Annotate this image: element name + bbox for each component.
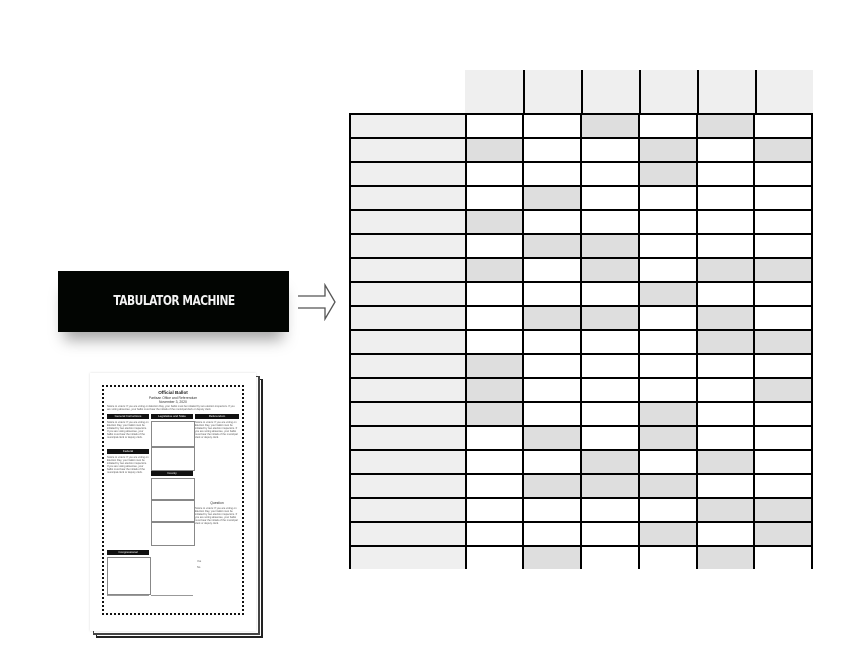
empty-cell (580, 379, 638, 401)
table-row (349, 281, 813, 305)
empty-cell (638, 307, 696, 329)
ballot-col1-header: General Instructions (107, 414, 149, 419)
table-row (349, 257, 813, 281)
empty-cell (696, 187, 754, 209)
table-row (349, 185, 813, 209)
empty-cell (465, 499, 523, 521)
marked-cell (696, 259, 754, 281)
table-row (349, 401, 813, 425)
marked-cell (753, 499, 811, 521)
marked-cell (465, 355, 523, 377)
marked-cell (465, 211, 523, 233)
marked-cell (638, 283, 696, 305)
marked-cell (638, 139, 696, 161)
empty-cell (465, 163, 523, 185)
row-label-cell (351, 523, 465, 545)
empty-cell (522, 163, 580, 185)
ballot-congressional-box (107, 557, 151, 595)
row-label-cell (351, 547, 465, 569)
empty-cell (522, 283, 580, 305)
marked-cell (522, 235, 580, 257)
ballot-federal-header: Federal (107, 449, 149, 454)
empty-cell (465, 331, 523, 353)
empty-cell (638, 547, 696, 569)
marked-cell (696, 499, 754, 521)
marked-cell (753, 379, 811, 401)
row-label-cell (351, 187, 465, 209)
ballot-sheet-front (90, 373, 256, 631)
ballot-instructions: Notice to voters: If you are voting on Election Day, your ballot must be initialed by two election inspectors. If you are voting absentee, your ballot must bear the initials of the municipal clerk or deputy clerk. (107, 405, 235, 411)
marked-cell (580, 307, 638, 329)
marked-cell (696, 115, 754, 137)
table-row (349, 497, 813, 521)
ballot-title: Official Ballot (158, 390, 188, 395)
empty-cell (522, 331, 580, 353)
row-label-cell (351, 211, 465, 233)
ballot-general-text: Notice to voters: If you are voting on Election Day, your ballot must be initialed by two election inspectors. If you are voting absentee, your ballot must bear the initials of the municipal clerk or deputy clerk. (107, 421, 149, 439)
tabulator-machine-box (58, 271, 289, 332)
empty-cell (465, 475, 523, 497)
marked-cell (465, 139, 523, 161)
ballot-contest-box (151, 447, 195, 471)
column-header-2 (523, 70, 581, 114)
empty-cell (753, 115, 811, 137)
ballot-question-header: Question (210, 501, 224, 505)
row-label-cell (351, 331, 465, 353)
column-header-1 (465, 70, 523, 114)
ballot-referendum-text: Notice to voters: If you are voting on Election Day, your ballot must be initialed by two election inspectors. If you are voting absentee, your ballot must bear the initials of the municipal clerk or deputy clerk. (195, 421, 238, 439)
ballot-date: November 3, 2020 (159, 400, 187, 404)
empty-cell (522, 139, 580, 161)
ballot-contest-box (151, 522, 195, 546)
marked-cell (522, 427, 580, 449)
empty-cell (696, 163, 754, 185)
table-row (349, 425, 813, 449)
empty-cell (753, 187, 811, 209)
empty-cell (638, 499, 696, 521)
marked-cell (465, 379, 523, 401)
empty-cell (753, 547, 811, 569)
tabulator-machine-label: TABULATOR MACHINE (112, 294, 235, 309)
marked-cell (696, 331, 754, 353)
marked-cell (522, 475, 580, 497)
empty-cell (696, 379, 754, 401)
empty-cell (580, 331, 638, 353)
row-label-cell (351, 451, 465, 473)
marked-cell (465, 403, 523, 425)
empty-cell (638, 115, 696, 137)
marked-cell (753, 523, 811, 545)
empty-cell (753, 235, 811, 257)
table-row (349, 545, 813, 569)
marked-cell (638, 163, 696, 185)
empty-cell (753, 211, 811, 233)
empty-cell (522, 211, 580, 233)
empty-cell (696, 427, 754, 449)
empty-cell (465, 427, 523, 449)
marked-cell (522, 307, 580, 329)
row-label-cell (351, 475, 465, 497)
empty-cell (580, 523, 638, 545)
empty-cell (753, 451, 811, 473)
empty-cell (753, 163, 811, 185)
empty-cell (580, 211, 638, 233)
empty-cell (638, 235, 696, 257)
row-label-cell (351, 163, 465, 185)
marked-cell (580, 115, 638, 137)
table-row (349, 209, 813, 233)
ballot-congressional-header: Congressional (107, 550, 149, 555)
ballot-federal-text: Notice to voters: If you are voting on Election Day, your ballot must be initialed by two election inspectors. If you are voting absentee, your ballot must bear the initials of the municipal clerk or deputy clerk. (107, 456, 149, 474)
empty-cell (580, 283, 638, 305)
empty-cell (638, 331, 696, 353)
empty-cell (638, 187, 696, 209)
table-row (349, 305, 813, 329)
marked-cell (753, 259, 811, 281)
ballot-no-option: No (197, 566, 201, 569)
empty-cell (522, 379, 580, 401)
empty-cell (580, 355, 638, 377)
marked-cell (696, 307, 754, 329)
ballot-contest-box (151, 421, 195, 447)
empty-cell (465, 523, 523, 545)
row-label-cell (351, 307, 465, 329)
empty-cell (696, 235, 754, 257)
empty-cell (638, 451, 696, 473)
empty-cell (696, 523, 754, 545)
column-header-6 (755, 70, 813, 114)
ballot-contest-box (151, 500, 195, 522)
column-header-3 (581, 70, 639, 114)
empty-cell (465, 235, 523, 257)
empty-cell (638, 211, 696, 233)
empty-cell (580, 499, 638, 521)
empty-cell (696, 283, 754, 305)
marked-cell (638, 427, 696, 449)
column-header-5 (697, 70, 755, 114)
table-row (349, 113, 813, 137)
empty-cell (522, 499, 580, 521)
empty-cell (753, 427, 811, 449)
empty-cell (465, 187, 523, 209)
empty-cell (638, 259, 696, 281)
empty-cell (522, 115, 580, 137)
column-header-4 (639, 70, 697, 114)
table-row (349, 473, 813, 497)
empty-cell (522, 403, 580, 425)
marked-cell (638, 523, 696, 545)
table-row (349, 233, 813, 257)
empty-cell (522, 523, 580, 545)
ballot-col3-header: Referendum (195, 414, 239, 419)
empty-cell (638, 379, 696, 401)
marked-cell (696, 451, 754, 473)
marked-cell (522, 187, 580, 209)
empty-cell (580, 427, 638, 449)
ballot-contest-box (151, 478, 195, 500)
marked-cell (522, 547, 580, 569)
empty-cell (638, 355, 696, 377)
table-row (349, 137, 813, 161)
table-body (349, 113, 813, 569)
empty-cell (753, 307, 811, 329)
row-label-cell (351, 355, 465, 377)
empty-cell (753, 403, 811, 425)
table-row (349, 377, 813, 401)
empty-cell (696, 475, 754, 497)
marked-cell (753, 139, 811, 161)
empty-cell (753, 283, 811, 305)
marked-cell (465, 259, 523, 281)
empty-cell (522, 259, 580, 281)
empty-cell (580, 163, 638, 185)
ballot-signature-line (107, 595, 149, 596)
empty-cell (465, 547, 523, 569)
ballot-question-text: Notice to voters: If you are voting on Election Day, your ballot must be initialed by two election inspectors. If you are voting absentee, your ballot must bear the initials of the municipal clerk or deputy clerk. (195, 507, 238, 525)
empty-cell (465, 115, 523, 137)
marked-cell (638, 475, 696, 497)
row-label-cell (351, 403, 465, 425)
empty-cell (465, 283, 523, 305)
empty-cell (522, 451, 580, 473)
empty-cell (753, 355, 811, 377)
empty-cell (753, 475, 811, 497)
marked-cell (580, 451, 638, 473)
empty-cell (465, 307, 523, 329)
marked-cell (580, 259, 638, 281)
row-label-cell (351, 379, 465, 401)
table-row (349, 329, 813, 353)
row-label-cell (351, 427, 465, 449)
marked-cell (696, 547, 754, 569)
empty-cell (696, 403, 754, 425)
row-label-cell (351, 259, 465, 281)
empty-cell (580, 547, 638, 569)
table-row (349, 161, 813, 185)
right-arrow-icon (297, 283, 337, 321)
marked-cell (638, 403, 696, 425)
table-header-row (465, 70, 813, 114)
ballot-signature-line (151, 595, 193, 596)
table-row (349, 521, 813, 545)
table-row (349, 449, 813, 473)
marked-cell (580, 235, 638, 257)
row-label-cell (351, 499, 465, 521)
empty-cell (696, 139, 754, 161)
row-label-cell (351, 283, 465, 305)
marked-cell (753, 331, 811, 353)
ballot-county-header: County (151, 471, 193, 476)
ballot-yes-option: Yes (197, 560, 202, 563)
empty-cell (580, 187, 638, 209)
empty-cell (696, 355, 754, 377)
row-label-cell (351, 139, 465, 161)
empty-cell (696, 211, 754, 233)
table-row (349, 353, 813, 377)
empty-cell (580, 139, 638, 161)
empty-cell (465, 451, 523, 473)
ballot-col2-header: Legislative and State (151, 414, 193, 419)
row-label-cell (351, 235, 465, 257)
empty-cell (522, 355, 580, 377)
row-label-cell (351, 115, 465, 137)
ballot-stack (90, 373, 265, 641)
marked-cell (580, 475, 638, 497)
empty-cell (580, 403, 638, 425)
ballot-subtitle: Partisan Office and Referendum (148, 396, 198, 400)
